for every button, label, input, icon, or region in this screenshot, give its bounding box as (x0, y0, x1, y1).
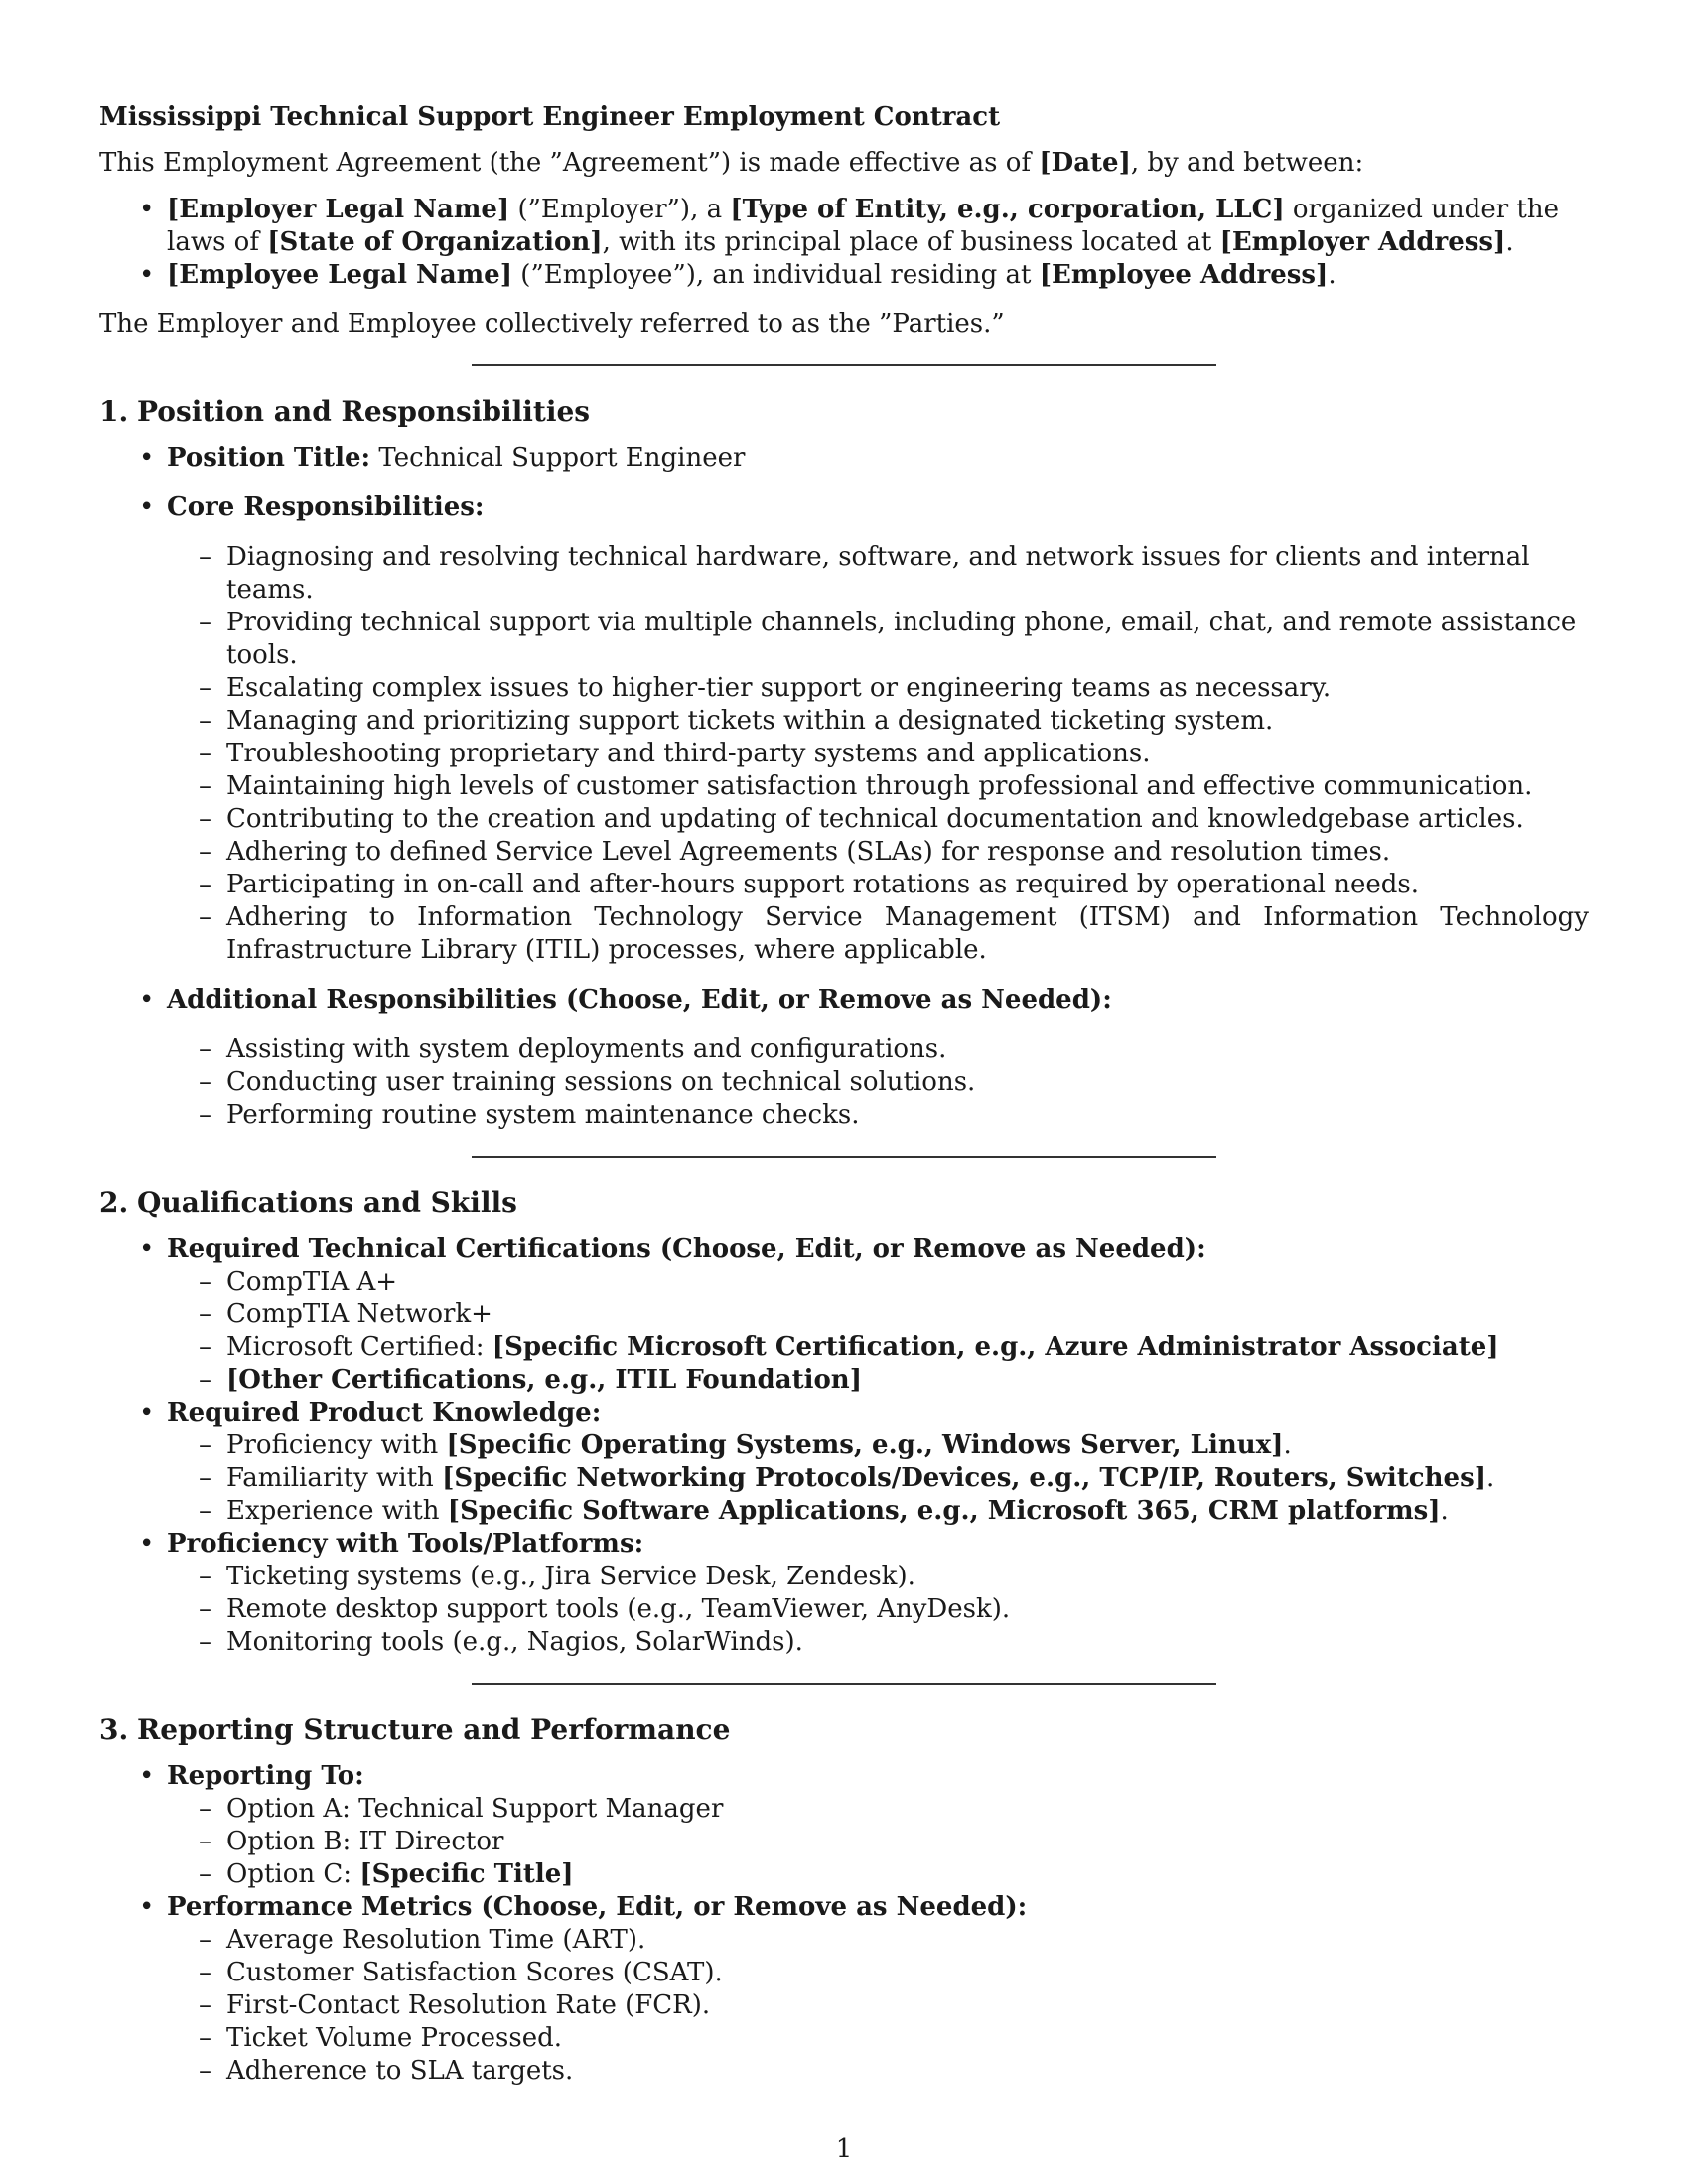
list-item: – Familiarity with [Specific Networking Protocols/Devices, e.g., TCP/IP, Routers, Switches]. (167, 1462, 1589, 1495)
list-item: – Average Resolution Time (ART). (167, 1924, 1589, 1957)
list-item: – Troubleshooting proprietary and third-party systems and applications. (167, 738, 1589, 770)
list-item: – Option C: [Specific Title] (167, 1858, 1589, 1891)
party-employer: • [Employer Legal Name] (”Employer”), a [Type of Entity, e.g., corporation, LLC] organized under the laws of [State of Organization], with its principal place of business located at [Employer Address]. (99, 194, 1589, 259)
list-item: – First-Contact Resolution Rate (FCR). (167, 1989, 1589, 2022)
list-item: – Providing technical support via multiple channels, including phone, email, chat, and remote assistance tools. (167, 607, 1589, 672)
certifications-list (167, 1266, 1589, 1397)
section-divider (472, 1683, 1216, 1685)
core-responsibilities-item: • Core Responsibilities: – Diagnosing and resolving technical hardware, software, and network issues for clients and internal teams. – Providing technical support via multiple channels, including phone, email, chat, and remote assistance tools. – Escalating complex issues to higher-tier support or engineering teams as necessary. – Managing and prioritizing support tickets within a designated ticketing system. – Troubleshooting proprietary and third-party systems and applications. – Maintaining high levels of customer satisfaction through professional and effective communication. – Contributing to the creation and updating of technical documentation and knowledgebase articles. – Adhering to defined Service Level Agreements (SLAs) for response and resolution times. – Participating in on-call and after-hours support rotations as required by operational needs. – Adhering to Information Technology Service Management (ITSM) and Information Technology Infrastructure Library (ITIL) processes, where applicable. (99, 491, 1589, 967)
certifications-item: • Required Technical Certifications (Choose, Edit, or Remove as Needed): – CompTIA A+ – CompTIA Network+ – Microsoft Certified: [Specific Microsoft Certification, e.g., Azure Administrator Associate] – [Other Certifications, e.g., ITIL Foundation] (99, 1233, 1589, 1397)
list-item: – Participating in on-call and after-hours support rotations as required by operational needs. (167, 869, 1589, 901)
product-knowledge-list (167, 1430, 1589, 1528)
performance-metrics-list (167, 1924, 1589, 2088)
date-placeholder: [Date] (1039, 148, 1131, 178)
list-item: – Adherence to SLA targets. (167, 2055, 1589, 2088)
party-employee: • [Employee Legal Name] (”Employee”), an individual residing at [Employee Address]. (99, 259, 1589, 292)
list-item: – Remote desktop support tools (e.g., TeamViewer, AnyDesk). (167, 1593, 1589, 1626)
section-3-heading: 3. Reporting Structure and Performance (99, 1713, 731, 1746)
list-item: – Performing routine system maintenance checks. (167, 1099, 1589, 1132)
list-item: – Managing and prioritizing support tickets within a designated ticketing system. (167, 705, 1589, 738)
reporting-item: • Reporting To: – Option A: Technical Support Manager – Option B: IT Director – Option C: [Specific Title] (99, 1760, 1589, 1891)
performance-metrics-item: • Performance Metrics (Choose, Edit, or Remove as Needed): – Average Resolution Time (ART). – Customer Satisfaction Scores (CSAT). – First-Contact Resolution Rate (FCR). – Ticket Volume Processed. – Adherence to SLA targets. (99, 1891, 1589, 2088)
list-item: – Monitoring tools (e.g., Nagios, SolarWinds). (167, 1626, 1589, 1659)
tools-item: • Proficiency with Tools/Platforms: – Ticketing systems (e.g., Jira Service Desk, Zendesk). – Remote desktop support tools (e.g., TeamViewer, AnyDesk). – Monitoring tools (e.g., Nagios, SolarWinds). (99, 1528, 1589, 1659)
list-item: – Escalating complex issues to higher-tier support or engineering teams as necessary. (167, 672, 1589, 705)
position-title-item: • Position Title: Technical Support Engineer (99, 442, 1589, 475)
list-item: – Customer Satisfaction Scores (CSAT). (167, 1957, 1589, 1989)
list-item: – Maintaining high levels of customer satisfaction through professional and effective communication. (167, 770, 1589, 803)
reporting-options-list (167, 1793, 1589, 1891)
contract-page (99, 95, 1589, 2088)
list-item: – Option A: Technical Support Manager (167, 1793, 1589, 1826)
list-item: – CompTIA A+ (167, 1266, 1589, 1298)
list-item: – Contributing to the creation and updating of technical documentation and knowledgebase articles. (167, 803, 1589, 836)
list-item: – Option B: IT Director (167, 1826, 1589, 1858)
section-1-heading: 1. Position and Responsibilities (99, 395, 591, 428)
list-item: – [Other Certifications, e.g., ITIL Foundation] (167, 1364, 1589, 1397)
list-item: – Ticket Volume Processed. (167, 2022, 1589, 2055)
core-responsibilities-list (167, 541, 1589, 967)
list-item: – Diagnosing and resolving technical hardware, software, and network issues for clients and internal teams. (167, 541, 1589, 607)
list-item: – Experience with [Specific Software Applications, e.g., Microsoft 365, CRM platforms]. (167, 1495, 1589, 1528)
list-item: – Assisting with system deployments and configurations. (167, 1033, 1589, 1066)
additional-responsibilities-list (167, 1033, 1589, 1132)
list-item: – Adhering to Information Technology Service Management (ITSM) and Information Technology Infrastructure Library (ITIL) processes, where applicable. (167, 901, 1589, 967)
list-item: – Proficiency with [Specific Operating Systems, e.g., Windows Server, Linux]. (167, 1430, 1589, 1462)
additional-responsibilities-item: • Additional Responsibilities (Choose, Edit, or Remove as Needed): – Assisting with system deployments and configurations. – Conducting user training sessions on technical solutions. – Performing routine system maintenance checks. (99, 984, 1589, 1132)
list-item: – Adhering to defined Service Level Agreements (SLAs) for response and resolution times. (167, 836, 1589, 869)
section-3-list (99, 1760, 1589, 2088)
section-divider (472, 364, 1216, 366)
list-item: – CompTIA Network+ (167, 1298, 1589, 1331)
intro-paragraph: This Employment Agreement (the ”Agreement”) is made effective as of [Date], by and between: (99, 148, 1364, 178)
section-divider (472, 1156, 1216, 1158)
list-item: – Microsoft Certified: [Specific Microsoft Certification, e.g., Azure Administrator Associate] (167, 1331, 1589, 1364)
page-number: 1 (835, 2134, 853, 2164)
document-title: Mississippi Technical Support Engineer Employment Contract (99, 102, 1001, 132)
tools-list (167, 1561, 1589, 1659)
section-1-list (99, 442, 1589, 1132)
parties-list (99, 194, 1589, 292)
parties-definition: The Employer and Employee collectively referred to as the ”Parties.” (99, 309, 1005, 339)
product-knowledge-item: • Required Product Knowledge: – Proficiency with [Specific Operating Systems, e.g., Windows Server, Linux]. – Familiarity with [Specific Networking Protocols/Devices, e.g., TCP/IP, Routers, Switches]. – Experience with [Specific Software Applications, e.g., Microsoft 365, CRM platforms]. (99, 1397, 1589, 1528)
list-item: – Ticketing systems (e.g., Jira Service Desk, Zendesk). (167, 1561, 1589, 1593)
list-item: – Conducting user training sessions on technical solutions. (167, 1066, 1589, 1099)
section-2-heading: 2. Qualifications and Skills (99, 1186, 517, 1219)
section-2-list (99, 1233, 1589, 1659)
